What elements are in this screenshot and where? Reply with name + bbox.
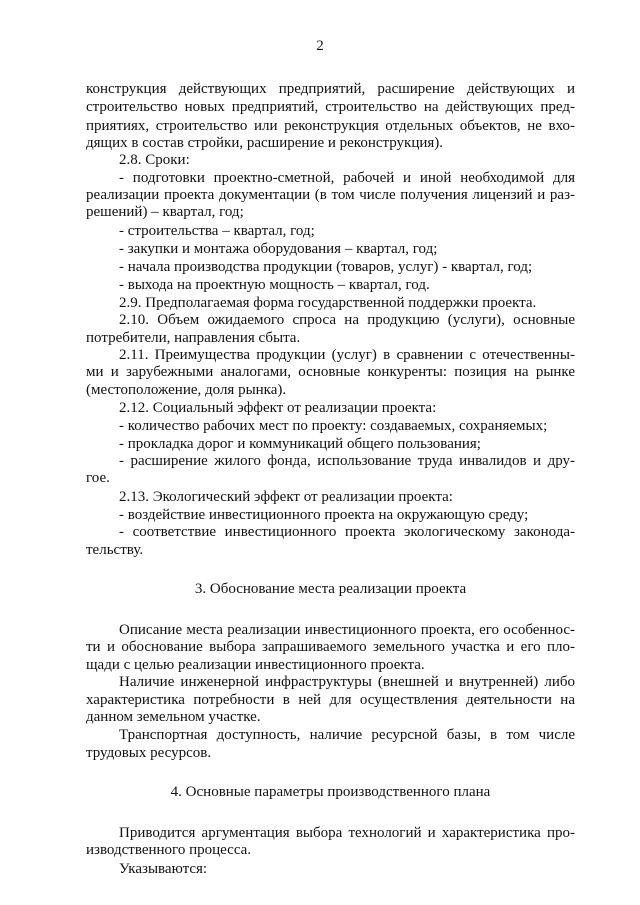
text-line: трудовых ресурсов. <box>86 745 212 761</box>
text-line: потребители, направления сбыта. <box>86 330 301 346</box>
text-line: данном земельном участке. <box>86 709 261 725</box>
section-heading: 3. Обоснование места реализации проекта <box>194 581 467 597</box>
text-line: дящих в состав стройки, расширение и реконструкция). <box>86 135 444 151</box>
text-line: 2.10. Объем ожидаемого спроса на продукцию (услуги), основные <box>119 312 575 328</box>
section-heading: 4. Основные параметры производственного плана <box>170 784 491 800</box>
text-line: - воздействие инвестиционного проекта на окружающую среду; <box>119 507 529 523</box>
text-line: 2.8. Сроки: <box>119 152 190 168</box>
text-line: Описание места реализации инвестиционного проекта, его особеннос- <box>119 622 575 638</box>
text-line: изводственного процесса. <box>86 842 252 858</box>
text-line: 2.12. Социальный эффект от реализации проекта: <box>119 400 437 416</box>
text-line: - начала производства продукции (товаров, услуг) - квартал, год; <box>119 259 533 275</box>
text-line: 2.9. Предполагаемая форма государственной поддержки проекта. <box>119 295 537 311</box>
text-line: ти и обоснование выбора запрашиваемого земельного участка и его пло- <box>86 639 575 655</box>
text-line: 2.11. Преимущества продукции (услуг) в сравнении с отечественны- <box>119 347 575 363</box>
page-number: 2 <box>316 38 324 54</box>
text-line: Приводится аргументация выбора технологий и характеристика про- <box>119 825 575 841</box>
text-line: Указываются: <box>119 861 208 877</box>
text-line: решений) – квартал, год; <box>86 204 244 220</box>
text-line: - подготовки проектно-сметной, рабочей и иной необходимой для <box>119 170 575 186</box>
text-line: - строительства – квартал, год; <box>119 223 315 239</box>
text-line: 2.13. Экологический эффект от реализации проекта: <box>119 489 453 505</box>
text-line: - расширение жилого фонда, использование труда инвалидов и дру- <box>119 453 575 469</box>
text-line: - количество рабочих мест по проекту: создаваемых, сохраняемых; <box>119 418 548 434</box>
text-line: - выхода на проектную мощность – квартал, год. <box>119 277 430 293</box>
text-line: конструкция действующих предприятий, расширение действующих и <box>86 81 575 97</box>
text-line: ми и зарубежными аналогами, основные конкуренты: позиция на рынке <box>86 364 575 380</box>
text-line: Наличие инженерной инфраструктуры (внешней и внутренней) либо <box>119 674 575 690</box>
text-line: тельству. <box>86 542 144 558</box>
text-line: (местоположение, доля рынка). <box>86 382 287 398</box>
text-line: гое. <box>86 470 110 486</box>
text-line: Транспортная доступность, наличие ресурсной базы, в том числе <box>119 727 575 743</box>
text-line: - закупки и монтажа оборудования – квартал, год; <box>119 241 438 257</box>
text-line: - прокладка дорог и коммуникаций общего пользования; <box>119 436 481 452</box>
text-line: характеристика потребности в ней для осуществления деятельности на <box>86 692 575 708</box>
text-line: реализации проекта документации (в том числе получения лицензий и раз- <box>86 187 575 203</box>
text-line: щади с целью реализации инвестиционного проекта. <box>86 657 425 673</box>
text-line: приятиях, строительство или реконструкция отдельных объектов, не вхо- <box>86 118 575 134</box>
text-line: строительство новых предприятий, строительство на действующих пред- <box>86 99 575 115</box>
text-line: - соответствие инвестиционного проекта экологическому законода- <box>119 524 575 540</box>
